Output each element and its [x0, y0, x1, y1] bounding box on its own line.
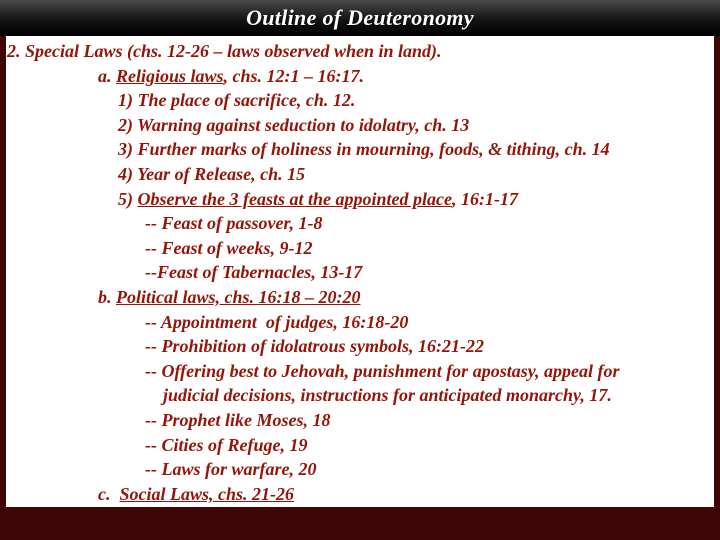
outline-text: -- Cities of Refuge, 19 [145, 434, 308, 455]
outline-line [163, 383, 714, 408]
outline-text: --Feast of Tabernacles, 13-17 [145, 262, 363, 283]
outline-line [118, 162, 714, 187]
outline-text: 1) The place of sacrifice, ch. 12. [118, 90, 356, 111]
outline-line [145, 334, 714, 359]
title-bar [0, 0, 720, 36]
outline-text-underlined: Religious laws [116, 65, 224, 86]
outline-line [118, 187, 714, 212]
outline-text: -- Prohibition of idolatrous symbols, 16:21-22 [145, 336, 485, 357]
outline-line [145, 236, 714, 261]
outline-line [98, 64, 714, 89]
outline-text: c. [98, 483, 120, 504]
outline-text: 2) Warning against seduction to idolatry, ch. 13 [118, 114, 470, 135]
outline-text: -- Laws for warfare, 20 [145, 459, 317, 480]
outline-line [118, 137, 714, 162]
outline-line [145, 408, 714, 433]
outline-line [7, 39, 714, 64]
outline-text: 3) Further marks of holiness in mourning, foods, & tithing, ch. 14 [118, 139, 610, 160]
outline-line [118, 113, 714, 138]
outline-line [145, 310, 714, 335]
outline-line [98, 285, 714, 310]
outline-line [145, 433, 714, 458]
outline-text: 4) Year of Release, ch. 15 [118, 163, 306, 184]
outline-text: a. [98, 65, 116, 86]
outline-text: b. [98, 286, 116, 307]
outline-line [145, 211, 714, 236]
outline-text-underlined: Social Laws, chs. 21-26 [119, 483, 295, 504]
outline-text: -- Feast of weeks, 9-12 [145, 237, 313, 258]
outline-text: , chs. 12:1 – 16:17. [223, 65, 365, 86]
outline-text: 5) [118, 188, 138, 209]
outline-text-underlined: Observe the 3 feasts at the appointed place [137, 188, 452, 209]
outline-text: -- Feast of passover, 1-8 [145, 213, 323, 234]
outline-lines [6, 39, 714, 506]
slide-body [0, 36, 720, 507]
outline-line [145, 457, 714, 482]
outline-text: judicial decisions, instructions for anticipated monarchy, 17. [163, 385, 612, 406]
outline-text: -- Prophet like Moses, 18 [145, 409, 331, 430]
outline-text: -- Appointment of judges, 16:18-20 [145, 311, 409, 332]
outline-line [98, 482, 714, 507]
outline-line [145, 359, 714, 384]
outline-text-underlined: Political laws, chs. 16:18 – 20:20 [116, 286, 361, 307]
slide-title: Outline of Deuteronomy [246, 5, 474, 30]
outline-line [145, 260, 714, 285]
outline-text: -- Offering best to Jehovah, punishment for apostasy, appeal for [145, 360, 620, 381]
bottom-border [0, 507, 720, 540]
outline-text: 2. Special Laws (chs. 12-26 – laws observed when in land). [7, 41, 442, 61]
outline-line [118, 88, 714, 113]
outline-text: , 16:1-17 [451, 188, 518, 209]
